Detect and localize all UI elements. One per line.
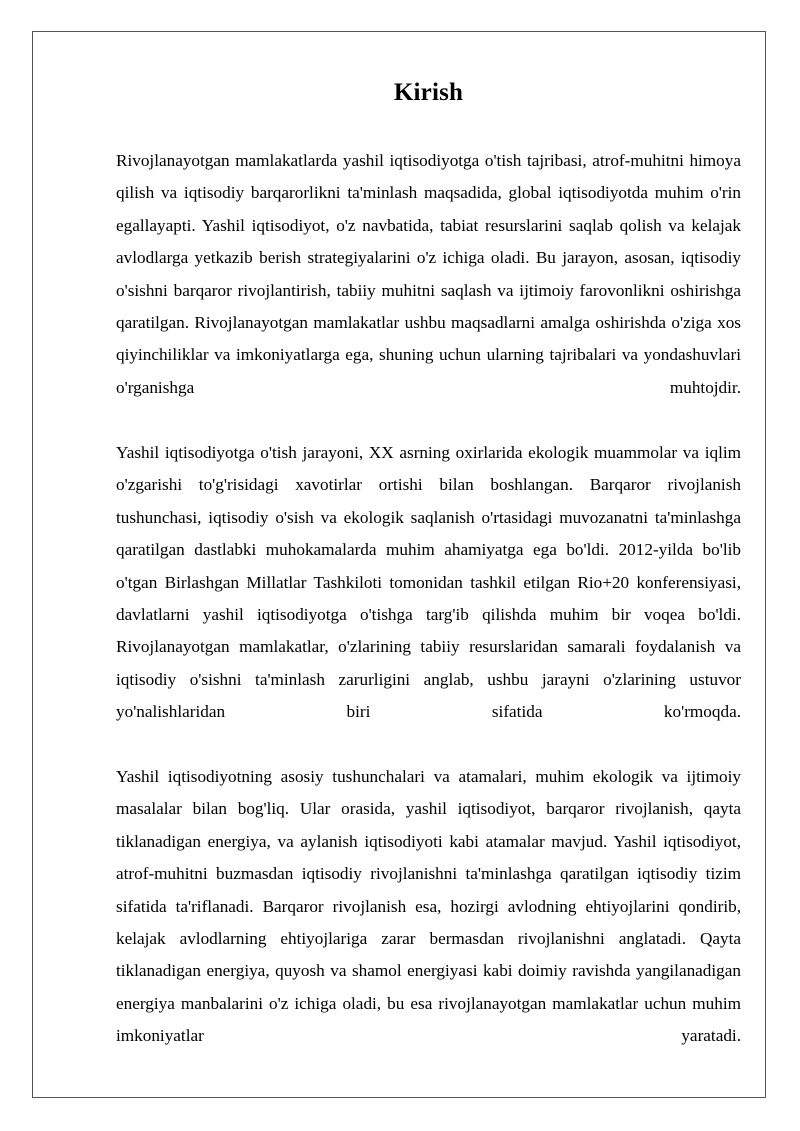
paragraph-2: Yashil iqtisodiyotga o'tish jarayoni, XX asrning oxirlarida ekologik muammolar va iqlim o'zgarishi to'g'risidagi xavotirlar ortishi bilan boshlangan. Barqaror rivojlanish tushunchasi, iqtisodiy o'sish va ekologik saqlanish o'rtasidagi muvozanatni ta'minlashga qaratilgan dastlabki muhokamalarda muhim ahamiyatga ega bo'ldi. 2012-yilda bo'lib o'tgan Birlashgan Millatlar Tashkiloti tomonidan tashkil etilgan Rio+20 konferensiyasi, davlatlarni yashil iqtisodiyotga o'tishga targ'ib qilishda muhim bir voqea bo'ldi. Rivojlanayotgan mamlakatlar, o'zlarining tabiiy resurslaridan samarali foydalanish va iqtisodiy o'sishni ta'minlash zarurligini anglab, ushbu jarayni o'zlarining ustuvor yo'nalishlaridan biri sifatida ko'rmoqda.: [116, 443, 741, 722]
paragraph-3: Yashil iqtisodiyotning asosiy tushunchalari va atamalari, muhim ekologik va ijtimoiy masalalar bilan bog'liq. Ular orasida, yashil iqtisodiyot, barqaror rivojlanish, qayta tiklanadigan energiya, va aylanish iqtisodiyoti kabi atamalar mavjud. Yashil iqtisodiyot, atrof-muhitni buzmasdan iqtisodiy rivojlanishni ta'minlashga qaratilgan iqtisodiy tizim sifatida ta'riflanadi. Barqaror rivojlanish esa, hozirgi avlodning ehtiyojlarini qondirib, kelajak avlodlarning ehtiyojlariga zarar bermasdan rivojlanishni anglatadi. Qayta tiklanadigan energiya, quyosh va shamol energiyasi kabi doimiy ravishda yangilanadigan energiya manbalarini o'z ichiga oladi, bu esa rivojlanayotgan mamlakatlar uchun muhim imkoniyatlar yaratadi.: [116, 767, 741, 1046]
document-title: Kirish: [393, 79, 464, 106]
paragraph-1: Rivojlanayotgan mamlakatlarda yashil iqtisodiyotga o'tish tajribasi, atrof-muhitni himoya qilish va iqtisodiy barqarorlikni ta'minlash maqsadida, global iqtisodiyotda muhim o'rin egallayapti. Yashil iqtisodiyot, o'z navbatida, tabiat resurslarini saqlab qolish va kelajak avlodlarga yetkazib berish strategiyalarini o'z ichiga oladi. Bu jarayon, asosan, iqtisodiy o'sishni barqaror rivojlantirish, tabiiy muhitni saqlash va ijtimoiy farovonlikni oshirishga qaratilgan. Rivojlanayotgan mamlakatlar ushbu maqsadlarni amalga oshirishda o'ziga xos qiyinchiliklar va imkoniyatlarga ega, shuning uchun ularning tajribalari va yondashuvlari o'rganishga muhtojdir.: [116, 151, 741, 397]
